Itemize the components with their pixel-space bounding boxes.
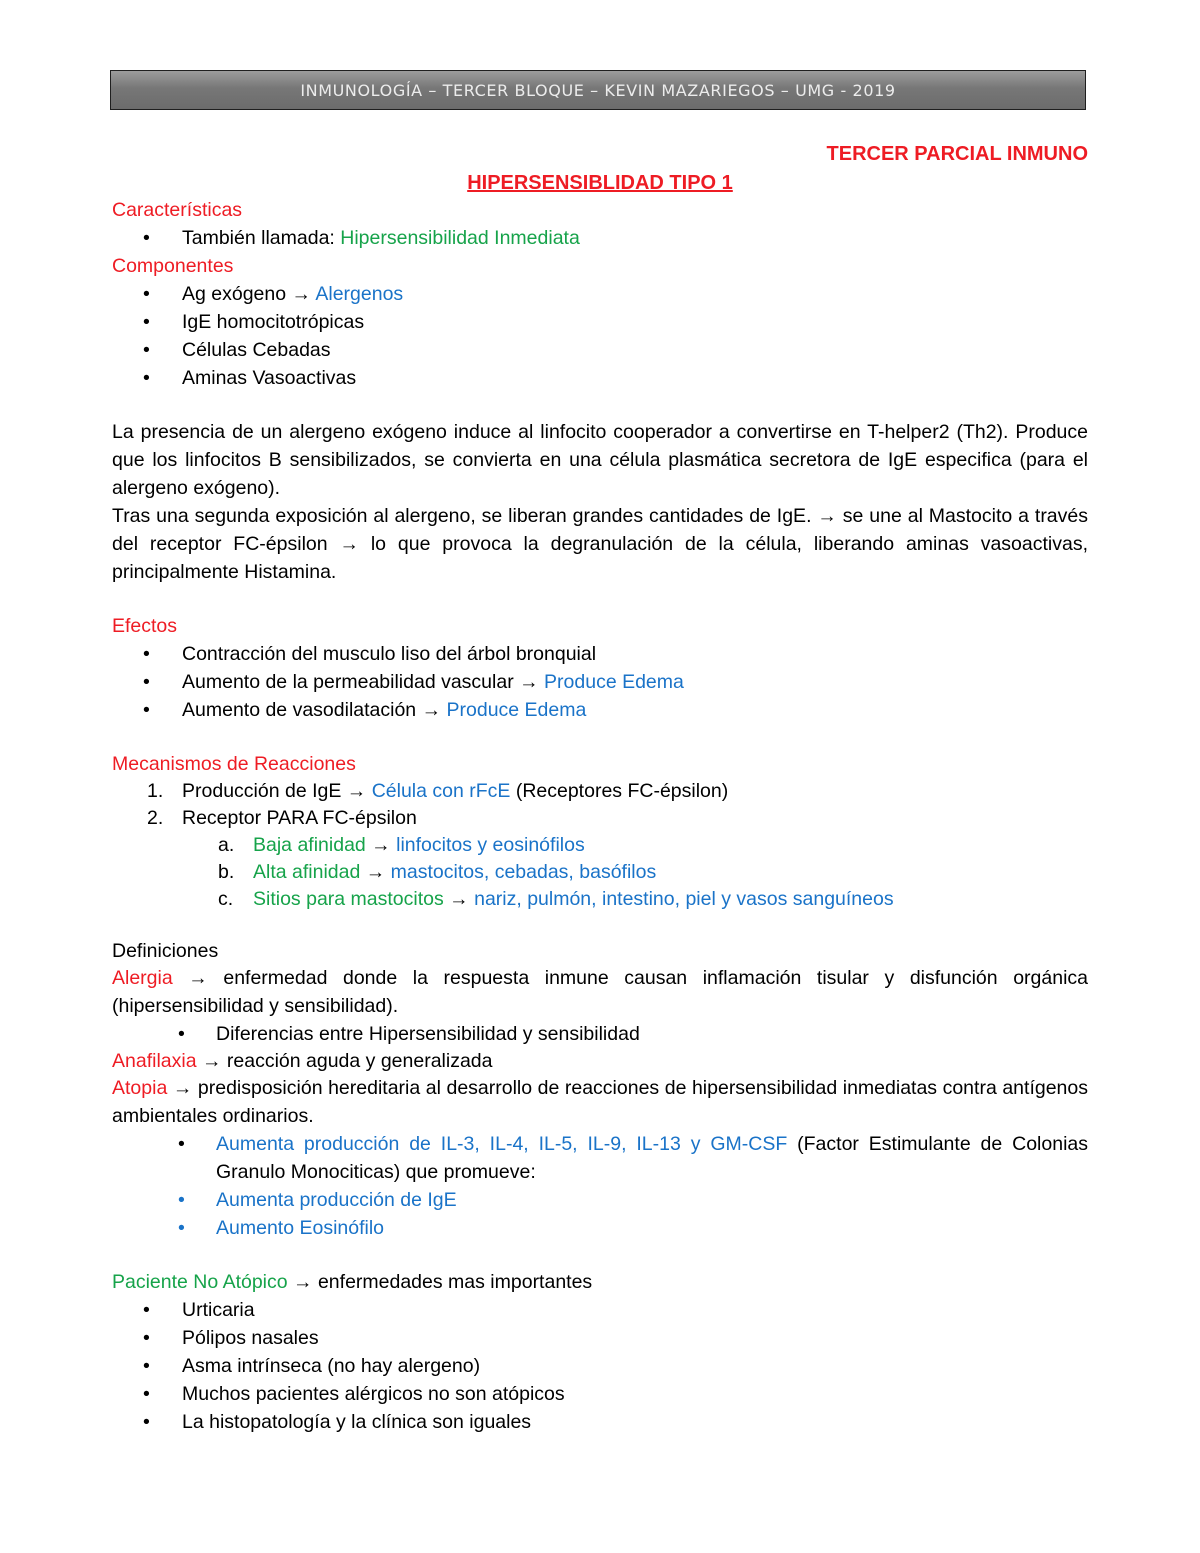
definition-atopia: Atopia → predisposición hereditaria al desarrollo de reacciones de hipersensibilidad inmediatas contra antígenos ambientales ordinarios. bbox=[112, 1077, 1088, 1127]
header-title: INMUNOLOGÍA – TERCER BLOQUE – KEVIN MAZARIEGOS – UMG - 2019 bbox=[300, 80, 896, 100]
list-item: • Diferencias entre Hipersensibilidad y sensibilidad bbox=[112, 1020, 1088, 1047]
sub-item: b. Alta afinidad → mastocitos, cebadas, basófilos bbox=[218, 861, 657, 883]
list-item: • También llamada: Hipersensibilidad Inmediata bbox=[112, 224, 1088, 252]
list-item: • Aminas Vasoactivas bbox=[112, 364, 1088, 392]
heading-caracteristicas: Características bbox=[112, 199, 243, 221]
heading-no-atopico: Paciente No Atópico → enfermedades mas importantes bbox=[112, 1271, 593, 1293]
list-item: • Pólipos nasales bbox=[112, 1324, 1088, 1352]
paragraph: Tras una segunda exposición al alergeno, se liberan grandes cantidades de IgE. → se une al Mastocito a través del receptor FC-épsilon → lo que provoca la degranulación de la célula, liberando aminas vasoactivas, principalmente Histamina. bbox=[112, 505, 1088, 583]
heading-definiciones: Definiciones bbox=[112, 940, 219, 962]
document-body bbox=[112, 140, 1088, 1436]
sub-item: a. Baja afinidad → linfocitos y eosinófilos bbox=[218, 834, 585, 856]
list-item: • Aumento de vasodilatación → Produce Edema bbox=[112, 696, 1088, 724]
paragraph: La presencia de un alergeno exógeno induce al linfocito cooperador a convertirse en T-helper2 (Th2). Produce que los linfocitos B sensibilizados, se convierta en una célula plasmática secretora de IgE especifica (para el alergeno exógeno). bbox=[112, 421, 1088, 499]
list-item: • Contracción del musculo liso del árbol bronquial bbox=[112, 640, 1088, 668]
heading-mecanismos: Mecanismos de Reacciones bbox=[112, 753, 356, 775]
list-item: • Aumenta producción de IL-3, IL-4, IL-5, IL-9, IL-13 y GM-CSF (Factor Estimulante de Colonias Granulo Monociticas) que promueve: bbox=[112, 1130, 1088, 1186]
list-item: • Muchos pacientes alérgicos no son atópicos bbox=[112, 1380, 1088, 1408]
list-item: • Aumento Eosinófilo bbox=[112, 1214, 1088, 1242]
definition-anafilaxia: Anafilaxia → reacción aguda y generalizada bbox=[112, 1050, 493, 1072]
heading-efectos: Efectos bbox=[112, 615, 178, 637]
document-header bbox=[110, 70, 1086, 110]
list-item: • La histopatología y la clínica son iguales bbox=[112, 1408, 1088, 1436]
sub-item: c. Sitios para mastocitos → nariz, pulmón, intestino, piel y vasos sanguíneos bbox=[218, 888, 894, 910]
numbered-item: 1. Producción de IgE → Célula con rFcE (Receptores FC-épsilon) bbox=[147, 780, 729, 802]
section-title: HIPERSENSIBLIDAD TIPO 1 bbox=[467, 172, 733, 194]
definition-alergia: Alergia → enfermedad donde la respuesta inmune causan inflamación tisular y disfunción orgánica (hipersensibilidad y sensibilidad). bbox=[112, 967, 1088, 1017]
list-item: • IgE homocitotrópicas bbox=[112, 308, 1088, 336]
page-title: TERCER PARCIAL INMUNO bbox=[826, 143, 1088, 165]
list-item: • Aumenta producción de IgE bbox=[112, 1186, 1088, 1214]
list-item: • Aumento de la permeabilidad vascular → Produce Edema bbox=[112, 668, 1088, 696]
heading-componentes: Componentes bbox=[112, 255, 234, 277]
list-item: • Células Cebadas bbox=[112, 336, 1088, 364]
list-item: • Urticaria bbox=[112, 1296, 1088, 1324]
numbered-item: 2. Receptor PARA FC-épsilon bbox=[147, 807, 417, 829]
list-item: • Ag exógeno → Alergenos bbox=[112, 280, 1088, 308]
list-item: • Asma intrínseca (no hay alergeno) bbox=[112, 1352, 1088, 1380]
